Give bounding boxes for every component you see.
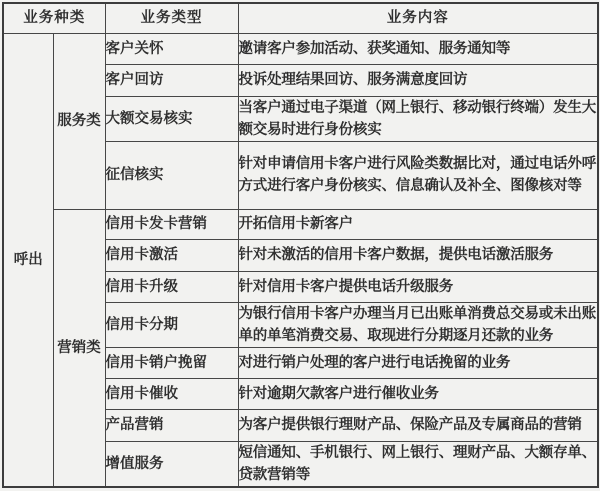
content-cell: 短信通知、手机银行、网上银行、理财产品、大额存单、贷款营销等 (238, 441, 598, 487)
type-cell: 信用卡分期 (105, 302, 238, 347)
type-cell: 信用卡销户挽留 (105, 347, 238, 378)
content-cell: 为客户提供银行理财产品、保险产品及专属商品的营销 (238, 409, 598, 441)
type-cell: 信用卡催收 (105, 378, 238, 409)
content-cell: 开拓信用卡新客户 (238, 209, 598, 239)
content-cell: 邀请客户参加活动、获奖通知、服务通知等 (238, 33, 598, 64)
type-cell: 增值服务 (105, 441, 238, 487)
content-cell: 为银行信用卡客户办理当月已出账单消费总交易或未出账单的单笔消费交易、取现进行分期逐月还款的业务 (238, 302, 598, 347)
content-cell: 投诉处理结果回访、服务满意度回访 (238, 64, 598, 96)
type-cell: 信用卡激活 (105, 239, 238, 271)
group-cell-marketing: 营销类 (53, 209, 105, 487)
type-cell: 征信核实 (105, 141, 238, 209)
table-row (3, 33, 598, 64)
type-cell: 大额交易核实 (105, 96, 238, 141)
table-header-row (3, 3, 598, 33)
business-category-table (2, 2, 599, 488)
header-business-category: 业务种类 (3, 3, 105, 33)
type-cell: 客户回访 (105, 64, 238, 96)
type-cell: 产品营销 (105, 409, 238, 441)
type-cell: 信用卡升级 (105, 271, 238, 302)
header-business-content: 业务内容 (238, 3, 598, 33)
group-cell-service: 服务类 (53, 33, 105, 209)
call-direction-cell: 呼出 (3, 33, 53, 487)
type-cell: 信用卡发卡营销 (105, 209, 238, 239)
content-cell: 对进行销户处理的客户进行电话挽留的业务 (238, 347, 598, 378)
type-cell: 客户关怀 (105, 33, 238, 64)
content-cell: 针对未激活的信用卡客户数据，提供电话激活服务 (238, 239, 598, 271)
content-cell: 针对申请信用卡客户进行风险类数据比对，通过电话外呼方式进行客户身份核实、信息确认及补全、图像核对等 (238, 141, 598, 209)
content-cell: 当客户通过电子渠道（网上银行、移动银行终端）发生大额交易时进行身份核实 (238, 96, 598, 141)
content-cell: 针对信用卡客户提供电话升级服务 (238, 271, 598, 302)
content-cell: 针对逾期欠款客户进行催收业务 (238, 378, 598, 409)
header-business-type: 业务类型 (105, 3, 238, 33)
table-row (3, 209, 598, 239)
